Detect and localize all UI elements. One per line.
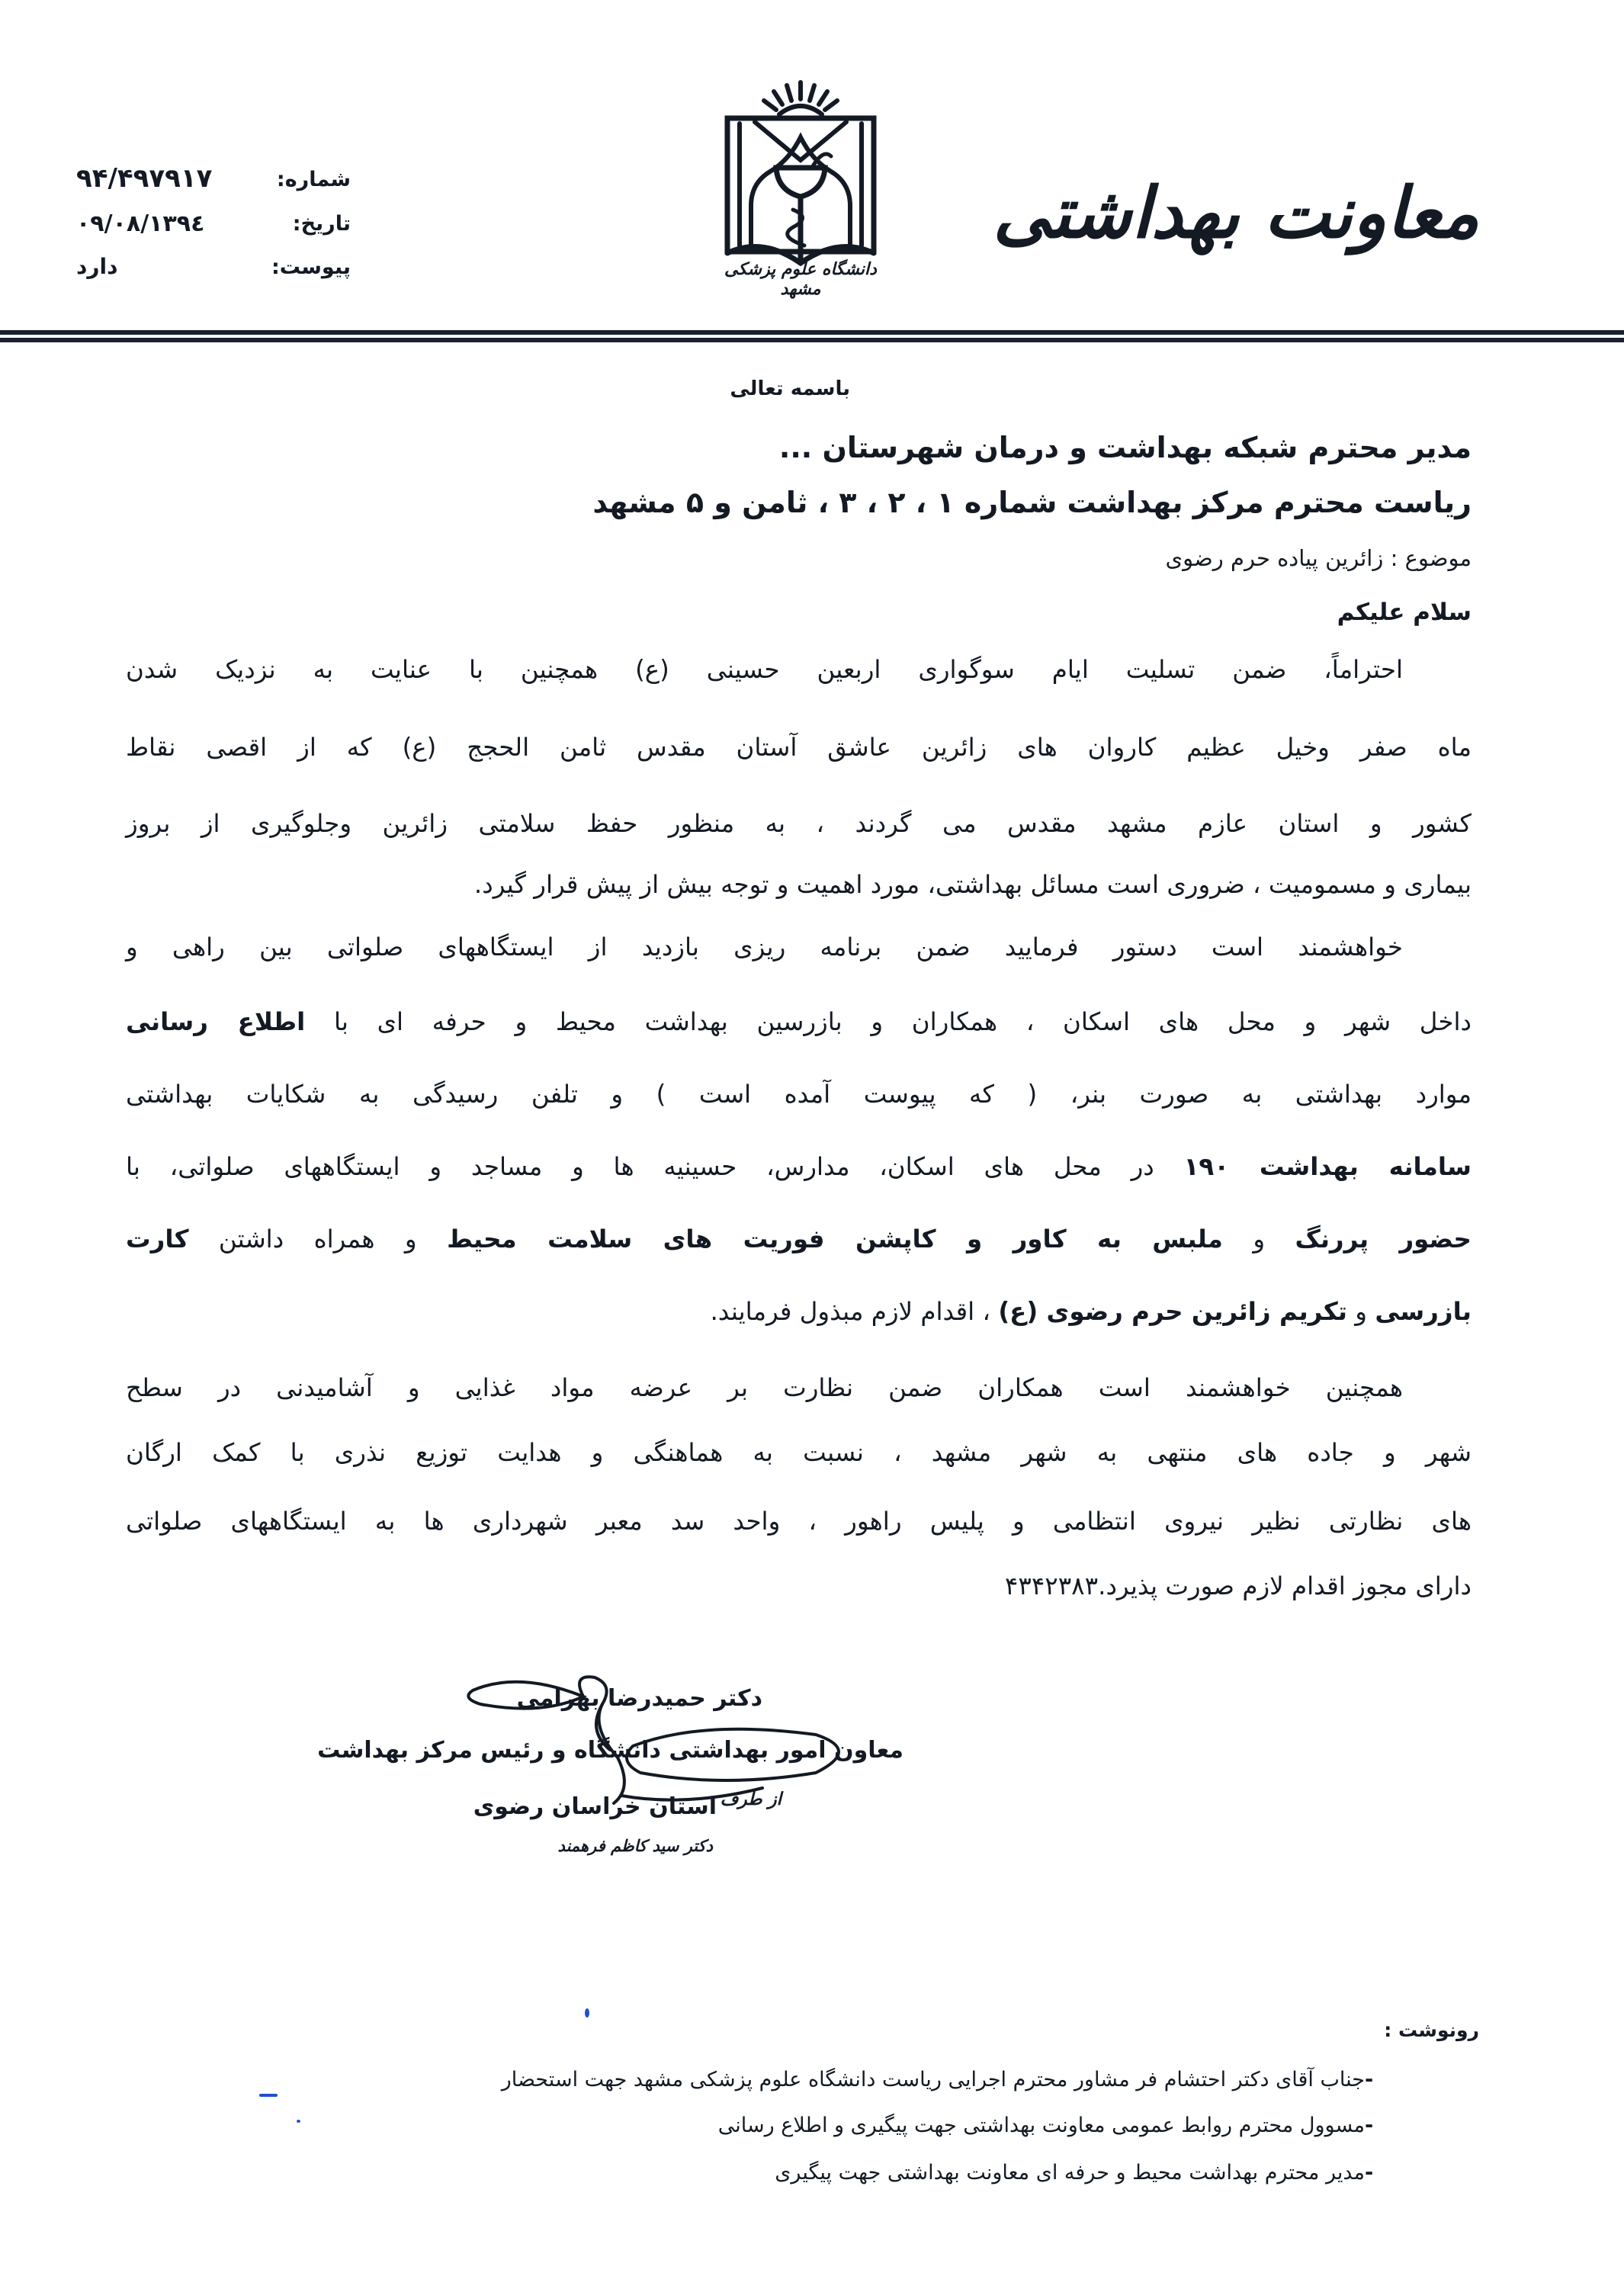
cc-item: جناب آقای دکتر احتشام فر مشاور محترم اجرایی ریاست دانشگاه علوم پزشکی مشهد جهت استحضار [501,2068,1365,2091]
subject-line: موضوع : زائرین پیاده حرم رضوی [1165,545,1472,571]
paragraph-2-bold-text: ملبس به کاور و کاپشن فوریت های سلامت محیط [447,1225,1223,1254]
attachment-label: پیوست: [271,255,351,279]
pen-mark [259,2094,278,2097]
handwritten-signer-name: دکتر سید کاظم فرهمند [557,1836,713,1855]
signature-scribble [457,1674,869,1819]
paragraph-1-line: ماه صفر وخیل عظیم کاروان های زائرین عاشق آستان مقدس ثامن الحجج (ع) که از اقصی نقاط [126,733,1472,762]
letter-number-value: ۹۴/۴۹۷۹۱۷ [76,163,213,194]
paragraph-1-line: بیماری و مسمومیت ، ضروری است مسائل بهداشتی، مورد اهمیت و توجه بیش از پیش قرار گیرد. [473,870,1472,899]
paragraph-3-line: همچنین خواهشمند است همکاران ضمن نظارت بر عرضه مواد غذایی و آشامیدنی در سطح [126,1373,1403,1402]
paragraph-2-line [126,1006,1472,1037]
paragraph-3-line: دارای مجوز اقدام لازم صورت پذیرد.۴۳۴۲۳۸۳ [1004,1571,1472,1600]
letter-number-row [76,163,351,204]
header-divider-top [0,330,1624,335]
paragraph-2-bold-text: تکریم زائرین حرم رضوی (ع) [998,1297,1347,1326]
greeting: سلام علیکم [1337,599,1472,626]
logo-caption: دانشگاه علوم پزشکی مشهد [724,259,877,299]
department-title: معاونت بهداشتی [993,172,1479,254]
paragraph-2-bold-text: کارت [126,1225,189,1254]
signer-title: معاون امور بهداشتی دانشگاه و رئیس مرکز بهداشت [317,1737,903,1764]
paragraph-2-line [126,1151,1472,1182]
paragraph-1-line: کشور و استان عازم مشهد مقدس می گردند ، به منظور حفظ سلامتی زائرین وجلوگیری از بروز [126,809,1472,838]
addressee-1: مدیر محترم شبکه بهداشت و درمان شهرستان ... [778,431,1472,464]
cc-bullet: - [1365,2161,1374,2185]
addressee-2: ریاست محترم مرکز بهداشت شماره ۱ ، ۲ ، ۳ ، ثامن و ۵ مشهد [592,486,1472,519]
paragraph-2-line: موارد بهداشتی به صورت بنر، ( که پیوست آمده است ) و تلفن رسیدگی به شکایات بهداشتی [126,1080,1472,1109]
letter-number-label: شماره: [276,168,351,191]
letter-date-label: تاریخ: [292,212,351,236]
cc-title: رونوشت : [1384,2019,1479,2041]
paragraph-2-line: خواهشمند است دستور فرمایید ضمن برنامه ریزی بازدید از ایستگاههای صلواتی بین راهی و [126,933,1403,961]
paragraph-2-text: داخل شهر و محل های اسکان ، همکاران و بازرسین بهداشت محیط و حرفه ای با [305,1007,1472,1036]
paragraph-2-text: و [1346,1297,1375,1326]
paragraph-1-line: احتراماً، ضمن تسلیت ایام سوگواری اربعین حسینی (ع) همچنین با عنایت به نزدیک شدن [126,655,1403,684]
paragraph-2-text: و [1222,1225,1295,1254]
paragraph-2-bold-text: حضور پررنگ [1295,1225,1472,1254]
pen-mark [585,2008,589,2018]
cc-bullet: - [1365,2114,1374,2137]
cc-item: مدیر محترم بهداشت محیط و حرفه ای معاونت بهداشتی جهت پیگیری [775,2161,1365,2185]
cc-item: مسوول محترم روابط عمومی معاونت بهداشتی جهت پیگیری و اطلاع رسانی [717,2114,1365,2137]
paragraph-2-line [126,1224,1472,1254]
paragraph-3-line: شهر و جاده های منتهی به شهر مشهد ، نسبت به هماهنگی و هدایت توزیع نذری با کمک ارگان [126,1438,1472,1467]
paragraph-2-text: و همراه داشتن [188,1225,448,1254]
attachment-row [76,255,351,292]
paragraph-3-line: های نظارتی نظیر نیروی انتظامی و پلیس راهور ، واحد سد معبر شهرداری ها به ایستگاههای صلواتی [126,1507,1472,1536]
paragraph-2-text: ، اقدام لازم مبذول فرمایند. [710,1297,999,1326]
paragraph-2-text: در محل های اسکان، مدارس، حسینیه ها و مساجد و ایستگاههای صلواتی، با [126,1152,1184,1181]
on-behalf-prefix: از طرف [720,1789,782,1809]
letter-date-row [76,212,351,249]
letter-date-value: ۱۳۹٤/۰۹/۰۸ [76,210,205,237]
pen-mark [297,2120,300,2123]
signer-province: استان خراسان رضوی [473,1793,717,1820]
cc-bullet: - [1365,2068,1374,2091]
paragraph-2-bold-text: بازرسی [1375,1297,1472,1326]
attachment-value: دارد [76,254,118,279]
signer-name: دکتر حمیدرضا بهرامی [516,1685,762,1712]
paragraph-2-bold-text: سامانه بهداشت ۱۹۰ [1183,1152,1472,1181]
paragraph-2-bold-text: اطلاع رسانی [126,1007,306,1036]
paragraph-2-line [126,1296,1472,1327]
header-divider-bottom [0,338,1624,342]
bismillah: باسمه تعالی [730,377,850,400]
